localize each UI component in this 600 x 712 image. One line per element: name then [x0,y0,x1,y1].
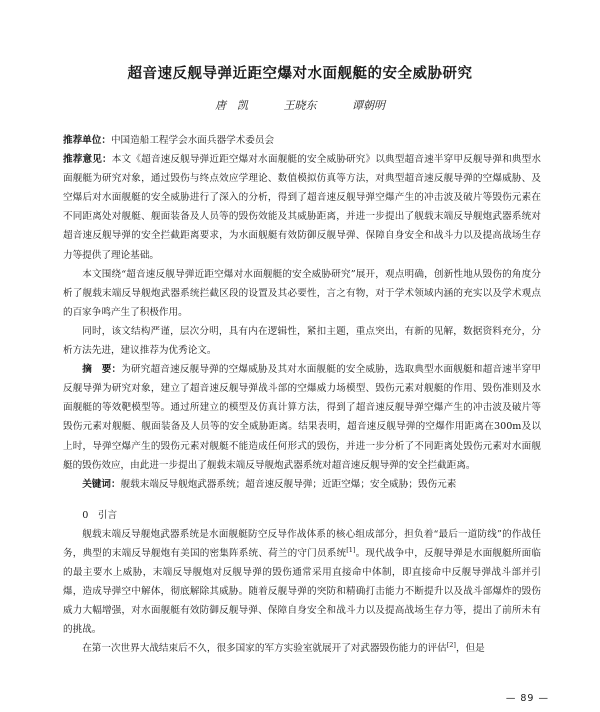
intro-text: ，但是 [455,643,485,655]
recommend-unit [63,131,541,150]
citation-ref: [2] [446,641,456,650]
author-name: 谭朝明 [352,99,385,112]
recommend-paragraph: 同时，该文结构严谨，层次分明，具有内在逻辑性，紧扣主题，重点突出，有新的见解，数据资料充分，分析方法先进，建议推荐为优秀论文。 [63,325,541,357]
intro-paragraph [63,525,541,640]
citation-ref: [1] [346,545,356,554]
paper-body [63,131,541,659]
page-number: — 89 — [505,693,549,704]
intro-text: 。现代战争中，反舰导弹是水面舰艇所面临的最主要水上威胁，末端反导舰炮对反舰导弹的毁伤通常采用直接命中体制，即直接命中反舰导弹战斗部并引爆，造成导弹空中解体，彻底解除其威胁。随着反舰导弹的突防和精确打击能力不断提升以及战斗部爆炸的毁伤威力大幅增强，对水面舰艇有效防御反舰导弹、保障自身安全和战斗力以及提高战场生存力等，提出了前所未有的挑战。 [63,547,542,636]
abstract [63,360,541,475]
recommend-unit-label: 推荐单位： [63,135,111,146]
recommend-opinion-label: 推荐意见： [63,154,112,166]
abstract-text: 为研究超音速反舰导弹的空爆威胁及其对水面舰艇的安全威胁，选取典型水面舰艇和超音速半穿甲反舰导弹为研究对象，建立了超音速反舰导弹战斗部的空爆威力场模型、毁伤元素对舰艇的作用、毁伤准则及水面舰艇的等效靶模型等。通过所建立的模型及仿真计算方法，得到了超音速反舰导弹空爆产生的冲击波及破片等毁伤元素对舰艇、舰面装备及人员等的安全威胁距离。结果表明，超音速反舰导弹的空爆作用距离在300m及以上时，导弹空爆产生的毁伤元素对舰艇不能造成任何形式的毁伤，并进一步分析了不同距离处毁伤元素对水面舰艇的毁伤效应，由此进一步提出了舰载末端反导舰炮武器系统对超音速反舰导弹的安全拦截距离。 [63,364,541,471]
keywords-text: 舰载末端反导舰炮武器系统；超音速反舰导弹；近距空爆；安全威胁；毁伤元素 [120,478,457,490]
section-heading: 0 引言 [82,509,118,521]
intro-text: 在第一次世界大战结束后不久，很多国家的军方实验室就展开了对武器毁伤能力的评估 [82,643,447,655]
author-list [0,97,600,113]
author-name: 王晓东 [283,99,317,112]
recommend-opinion-text: 本文《超音速反舰导弹近距空爆对水面舰艇的安全威胁研究》以典型超音速半穿甲反舰导弹和典型水面舰艇为研究对象，通过毁伤与终点效应学理论、数值模拟仿真等方法，对典型超音速反舰导弹的空爆威胁、及空爆后对水面舰艇的安全威胁进行了深入的分析，得到了超音速反舰导弹空爆产生的冲击波及破片等毁伤元素在不同距离处对舰艇、舰面装备及人员等的毁伤效能及其威胁距离，并进一步提出了舰载末端反导舰炮武器系统对超音速反舰导弹的安全拦截距离要求，为水面舰艇有效防御反舰导弹、保障自身安全和战斗力以及提高战场生存力等提供了理论基础。 [63,154,542,261]
intro-text: 舰载末端反导舰炮武器系统是水面舰艇防空反导作战体系的核心组成部分，担负着“最后一道防线”的作战任务，典型的末端反导舰炮有美国的密集阵系统、荷兰的守门员系统 [63,528,541,559]
recommend-opinion [63,150,541,265]
author-name: 唐 凯 [215,99,248,112]
paper-title: 超音速反舰导弹近距空爆对水面舰艇的安全威胁研究 [127,66,473,82]
recommend-unit-text: 中国造船工程学会水面兵器学术委员会 [110,135,275,146]
keywords-label: 关键词： [82,478,121,490]
intro-paragraph [63,639,541,658]
recommend-paragraph: 本文围绕“超音速反舰导弹近距空爆对水面舰艇的安全威胁研究”展开，观点明确，创新性地从毁伤的角度分析了舰载末端反导舰炮武器系统拦截区段的设置及其必要性，言之有物，对于学术领域内涵的充实以及学术观点的百家争鸣产生了积极作用。 [63,268,541,318]
keywords [63,475,541,494]
abstract-label: 摘 要： [82,364,122,376]
